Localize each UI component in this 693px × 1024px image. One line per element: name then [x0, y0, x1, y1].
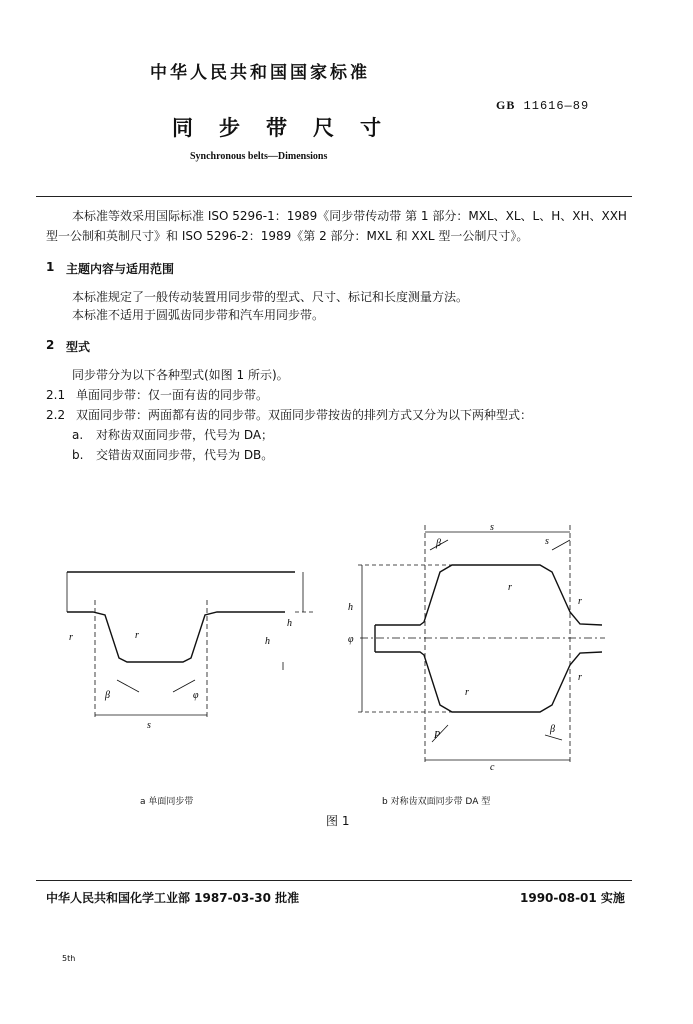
upper-tooth-profile — [375, 565, 602, 625]
fig-a-label-hs: h — [265, 636, 270, 647]
fig-b-label-pb: P — [434, 730, 441, 741]
section-1-para-2: 本标准不适用于圆弧齿同步带和汽车用同步带。 — [72, 308, 325, 322]
item-b-label: b. — [72, 448, 84, 462]
standard-code-prefix: GB — [496, 98, 516, 112]
standard-code — [496, 98, 589, 113]
fig-a-label-ra: r — [69, 632, 73, 643]
clause-2-1-text: 单面同步带：仅一面有齿的同步带。 — [76, 388, 269, 402]
fig-a-label-phi: φ — [193, 690, 199, 701]
intro-line-2: 型一公制和英制尺寸》和 ISO 5296-2：1989《第 2 部分：MXL 和 XXL 型一公制尺寸》。 — [46, 229, 529, 243]
clause-2-2-text: 双面同步带：两面都有齿的同步带。双面同步带按齿的排列方式又分为以下两种型式： — [76, 408, 533, 422]
fig-a-label-ht: h — [287, 618, 292, 629]
footer-implementation-date: 1990-08-01 实施 — [520, 891, 625, 905]
fig-a-label-rr: r — [135, 630, 139, 641]
fig-b-label-s-top: s — [545, 536, 549, 547]
section-2-number: 2 — [46, 338, 55, 352]
fig-b-label-rr-low: r — [465, 687, 469, 698]
fig-a-label-beta: β — [105, 690, 110, 701]
fig-b-label-h: h — [348, 602, 353, 613]
figure-b-double-sided-belt — [340, 520, 610, 775]
section-2-para-1: 同步带分为以下各种型式(如图 1 所示)。 — [72, 368, 289, 382]
figure-caption-b: b 对称齿双面同步带 DA 型 — [382, 797, 491, 807]
intro-line-1: 本标准等效采用国际标准 ISO 5296-1：1989《同步带传动带 第 1 部分：MXL、XL、L、H、XH、XXH — [72, 209, 627, 223]
fig-b-label-phi: φ — [348, 634, 354, 645]
lower-tooth-profile — [375, 652, 602, 712]
item-b-text: 交错齿双面同步带，代号为 DB。 — [96, 448, 274, 462]
publisher-heading: 中华人民共和国国家标准 — [150, 63, 370, 83]
clause-2-2-number: 2.2 — [46, 408, 66, 422]
section-1-number: 1 — [46, 260, 55, 274]
document-title-en: Synchronous belts—Dimensions — [190, 151, 328, 162]
standard-code-number: 11616—89 — [523, 99, 590, 113]
fig-b-label-ra-low: r — [578, 672, 582, 683]
footer-divider — [36, 880, 632, 881]
page-mark: 5th — [62, 954, 76, 963]
item-a-label: a. — [72, 428, 84, 442]
fig-b-label-beta-top: β — [436, 538, 441, 549]
fig-b-label-rr: r — [578, 596, 582, 607]
fig-b-label-s: s — [490, 522, 494, 533]
item-a-text: 对称齿双面同步带，代号为 DA； — [96, 428, 274, 442]
footer-approval: 中华人民共和国化学工业部 1987-03-30 批准 — [46, 891, 300, 905]
figure-caption-a: a 单面同步带 — [140, 797, 194, 807]
figure-a-single-sided-belt — [55, 560, 320, 740]
clause-2-1-number: 2.1 — [46, 388, 66, 402]
document-title-cn: 同步带尺寸 — [172, 116, 407, 140]
fig-a-label-s: s — [147, 720, 151, 731]
figure-title: 图 1 — [326, 814, 350, 828]
fig-b-label-beta-low: β — [550, 724, 555, 735]
section-1-para-1: 本标准规定了一般传动装置用同步带的型式、尺寸、标记和长度测量方法。 — [72, 290, 469, 304]
section-2-title: 型式 — [66, 340, 91, 354]
fig-b-label-ra: r — [508, 582, 512, 593]
tooth-profile — [67, 612, 285, 662]
fig-b-label-c: c — [490, 762, 495, 773]
header-divider — [36, 196, 632, 197]
section-1-title: 主题内容与适用范围 — [66, 262, 175, 276]
